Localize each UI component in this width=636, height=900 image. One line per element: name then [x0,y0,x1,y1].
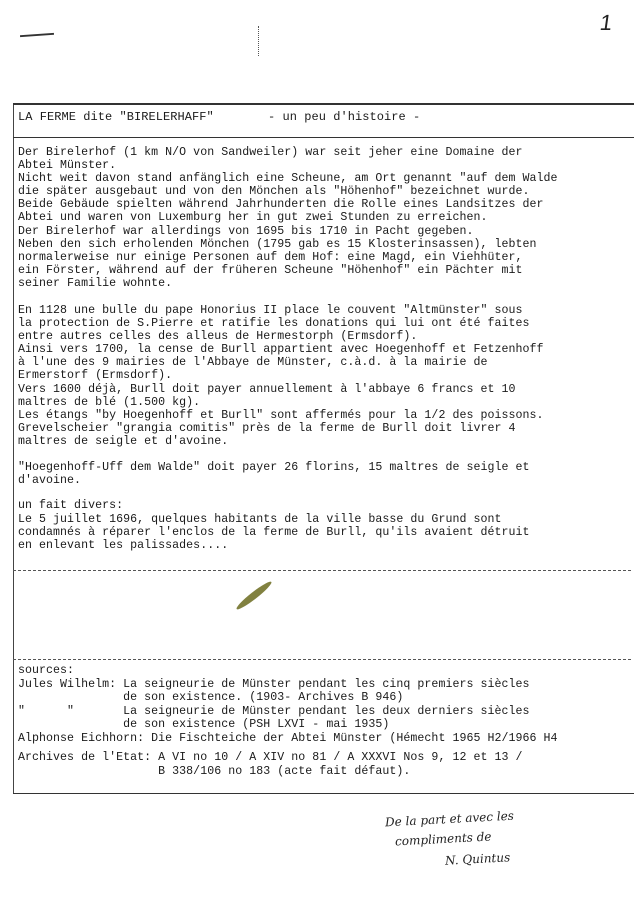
header-rule [13,137,634,138]
text-line: Vers 1600 déjà, Burll doit payer annuellement à l'abbaye 6 francs et 10 [18,383,516,396]
section-heading: un fait divers: [18,499,124,512]
source-entry: Alphonse Eichhorn: Die Fischteiche der Abtei Münster (Hémecht 1965 H2/1966 H4 [18,732,558,745]
document-subtitle: - un peu d'histoire - [268,110,421,124]
text-line: Neben den sich erholenden Mönchen (1795 gab es 15 Klosterinsassen), lebten [18,238,537,251]
text-line: Grevelscheier "grangia comitis" près de la ferme de Burll doit livrer 4 [18,422,516,435]
signature-line: De la part et avec les [384,808,515,830]
text-line: condamnés à réparer l'enclos de la ferme de Burll, qu'ils avaient détruit [18,526,530,539]
text-line: Ainsi vers 1700, la cense de Burll appartient avec Hoegenhoff et Fetzenhoff [18,343,544,356]
source-entry: Archives de l'Etat: A VI no 10 / A XIV no 81 / A XXXVI Nos 9, 12 et 13 / [18,751,523,764]
source-entry: " " La seigneurie de Münster pendant les deux derniers siècles [18,705,530,718]
text-line: Ermerstorf (Ermsdorf). [18,369,173,382]
source-entry: de son existence (PSH LXVI - mai 1935) [18,718,390,731]
document-title: LA FERME dite "BIRELERHAFF" [18,110,214,124]
signature-name: N. Quintus [444,850,511,868]
text-line: seiner Familie wohnte. [18,277,173,290]
text-line: la protection de S.Pierre et ratifie les donations qui lui ont été faites [18,317,530,330]
source-entry: B 338/106 no 183 (acte fait défaut). [18,765,411,778]
section-divider [13,570,631,571]
text-line: Der Birelerhof (1 km N/O von Sandweiler) war seit jeher eine Domaine der [18,146,523,159]
text-line: En 1128 une bulle du pape Honorius II place le couvent "Altmünster" sous [18,304,523,317]
text-line: Abtei Münster. [18,159,117,172]
text-line: d'avoine. [18,474,82,487]
text-line: Nicht weit davon stand anfänglich eine Scheune, am Ort genannt "auf dem Walde [18,172,558,185]
sources-heading: sources: [18,664,75,677]
text-line: maltres de blé (1.500 kg). [18,396,201,409]
source-entry: Jules Wilhelm: La seigneurie de Münster pendant les cinq premiers siècles [18,678,530,691]
text-line: ein Förster, während auf der früheren Scheune "Höhenhof" ein Pächter mit [18,264,523,277]
text-line: maltres de seigle et d'avoine. [18,435,229,448]
text-line: Abtei und waren von Luxemburg her in gut zwei Stunden zu erreichen. [18,211,488,224]
text-line: en enlevant les palissades.... [18,539,229,552]
top-rule [13,103,634,105]
scan-specks [258,26,265,56]
source-entry: de son existence. (1903- Archives B 946) [18,691,404,704]
text-line: Le 5 juillet 1696, quelques habitants de la ville basse du Grund sont [18,513,502,526]
margin-mark [20,33,54,37]
text-line: Beide Gebäude spielten während Jahrhunderten die Rolle eines Landsitzes der [18,198,544,211]
bottom-rule [13,793,634,794]
page-number: 1 [598,10,614,35]
text-line: normalerweise nur einige Personen auf dem Hof: eine Magd, ein Viehhüter, [18,251,523,264]
text-line: entre autres celles des alleus de Hermestorph (Ermsdorf). [18,330,418,343]
text-line: à l'une des 9 mairies de l'Abbaye de Münster, c.à.d. à la mairie de [18,356,488,369]
text-line: "Hoegenhoff-Uff dem Walde" doit payer 26 florins, 15 maltres de seigle et [18,461,530,474]
signature-line: compliments de [394,829,492,849]
text-line: Les étangs "by Hoegenhoff et Burll" sont affermés pour la 1/2 des poissons. [18,409,544,422]
sources-divider [13,659,631,660]
text-line: die später ausgebaut und von den Mönchen als "Höhenhof" bezeichnet wurde. [18,185,530,198]
text-line: Der Birelerhof war allerdings von 1695 bis 1710 in Pacht gegeben. [18,225,474,238]
